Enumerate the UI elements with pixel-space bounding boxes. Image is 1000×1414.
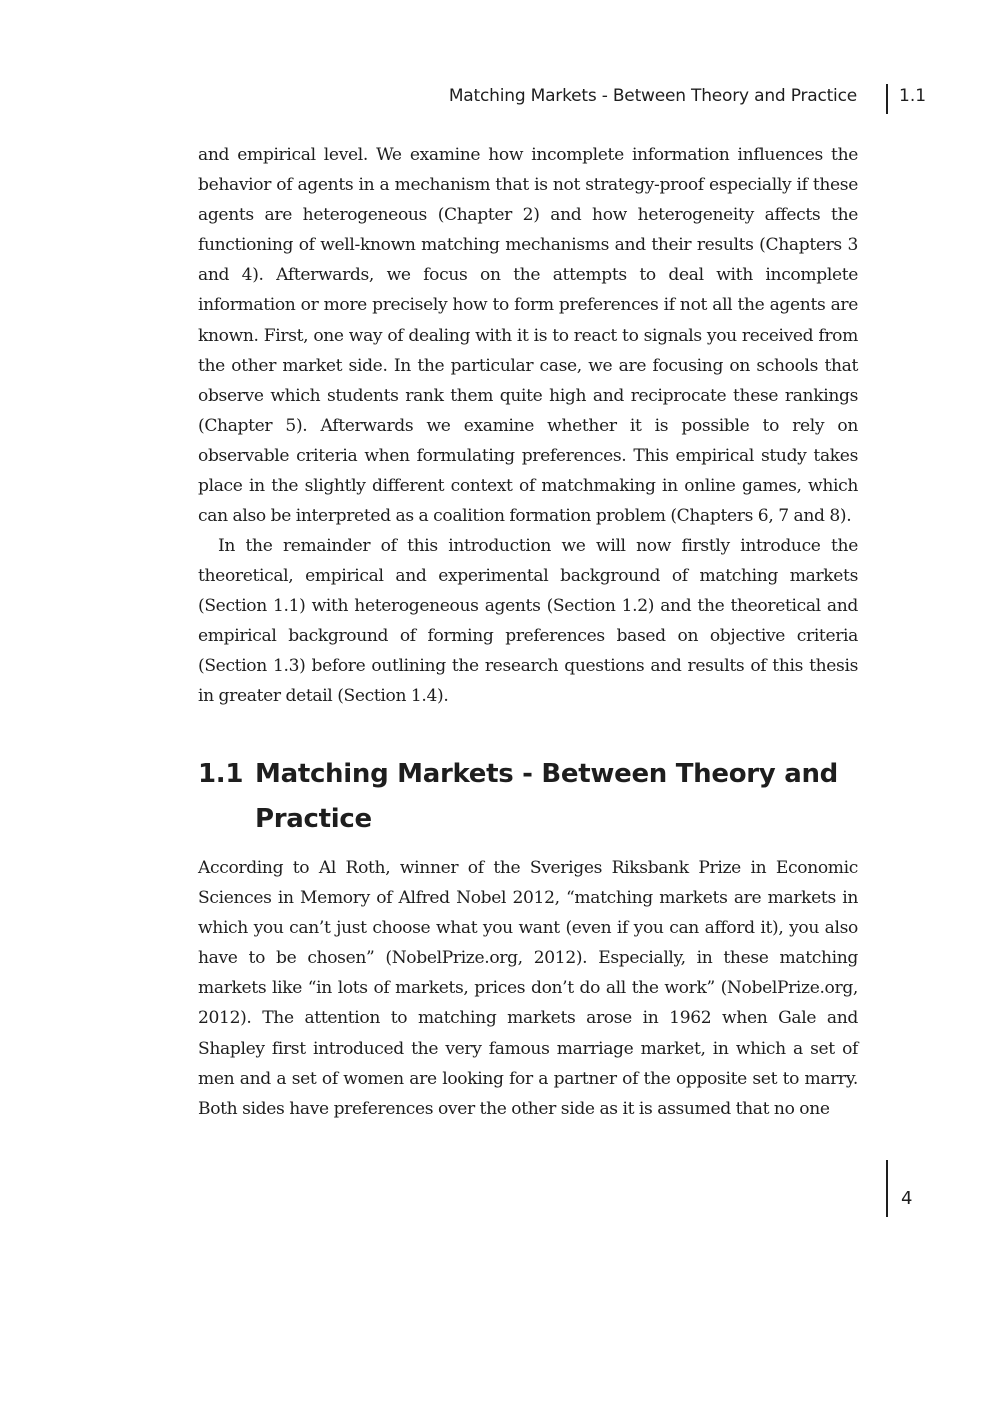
body-paragraph-3: According to Al Roth, winner of the Sveriges Riksbank Prize in Economic Sciences in Memory of Alfred Nobel 2012, “matching markets are markets in which you can’t just choose what you want (even if you can afford it), you also have to be chosen” (NobelPrize.org, 2012). Especially, in these matching markets like “in lots of markets, prices don’t do all the work” (NobelPrize.org, 2012). The attention to matching markets arose in 1962 when Gale and Shapley first introduced the very famous marriage market, in which a set of men and a set of women are looking for a partner of the opposite set to marry. Both sides have preferences over the other side as it is assumed that no one: [198, 858, 858, 1119]
footer-divider: [886, 1160, 888, 1217]
section-number: 1.1: [198, 759, 244, 789]
header-divider: [886, 84, 888, 114]
body-paragraph-1: and empirical level. We examine how incomplete information influences the behavior of agents in a mechanism that is not strategy-proof especially if these agents are heterogeneous (Chapter 2) and how heterogeneity affects the functioning of well-known matching mechanisms and their results (Chapters 3 and 4). Afterwards, we focus on the attempts to deal with incomplete information or more precisely how to form preferences if not all the agents are known. First, one way of dealing with it is to react to signals you received from the other market side. In the particular case, we are focusing on schools that observe which students rank them quite high and reciprocate these rankings (Chapter 5). Afterwards we examine whether it is possible to rely on observable criteria when formulating preferences. This empirical study takes place in the slightly different context of matchmaking in online games, which can also be interpreted as a coalition formation problem (Chapters 6, 7 and 8).: [198, 145, 858, 527]
header-section-number: 1.1: [899, 86, 927, 106]
page-number: 4: [901, 1188, 913, 1209]
running-title: Matching Markets - Between Theory and Practice: [448, 86, 857, 106]
section-heading: [198, 752, 858, 842]
body-paragraph-2: In the remainder of this introduction we will now firstly introduce the theoretical, empirical and experimental background of matching markets (Section 1.1) with heterogeneous agents (Section 1.2) and the theoretical and empirical background of forming preferences based on objective criteria (Section 1.3) before outlining the research questions and results of this thesis in greater detail (Section 1.4).: [198, 536, 858, 707]
running-header: [0, 84, 1000, 114]
section-title: Matching Markets - Between Theory and Practice: [255, 759, 838, 834]
